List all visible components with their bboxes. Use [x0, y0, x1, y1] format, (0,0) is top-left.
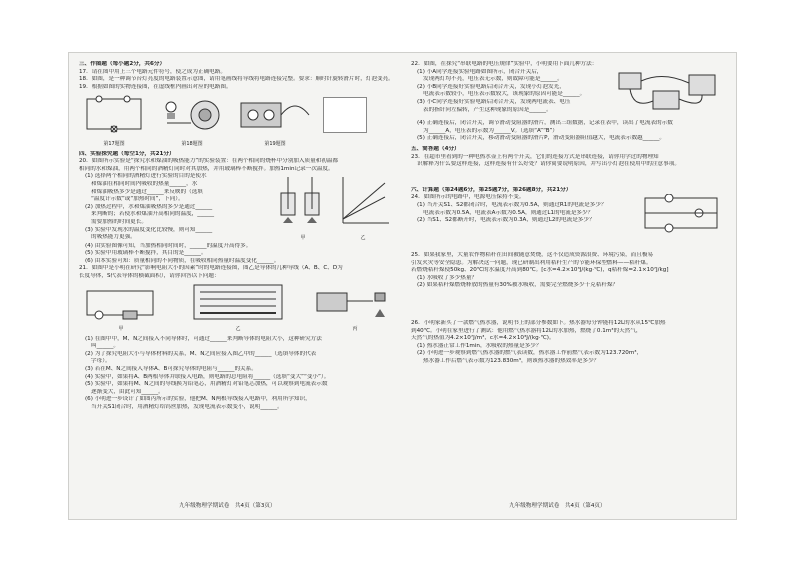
q24-line: (2) 当S1、S2都断开时，电流表示数为0.3A，则通过L2的电流是多少？ — [417, 217, 595, 224]
q26-line: (1) 热水器正常工作1min，水吸收的热量是多少？ — [417, 342, 542, 349]
q21-line: 逐渐变大，由此可知______。 — [91, 388, 164, 395]
q20-figures — [275, 173, 391, 242]
section-6-heading: 六、计算题（第24题6分，第25题7分，第26题8分，共21分） — [411, 186, 572, 193]
question-22 — [411, 61, 729, 143]
q22-line: 发现两灯均不亮，电压表无示数，则故障可能是______。 — [423, 76, 563, 83]
q26-line: 到40℃。小明在家里进行了测试：他用燃气热水器将12L的水加热，燃烧了0.1m³的天然气， — [411, 327, 642, 334]
q23-line: 23．在超市里看到的一种电热水壶上有两个开关，它们的连接方式是串联连接，请你用学过的物理知 — [411, 153, 659, 160]
q20-line: “温度计示数”或“加热时间”，下同）。 — [91, 196, 184, 203]
figure-21b — [190, 283, 286, 334]
right-page-footer: 九年级物理学期试卷 共4页（第4页） — [509, 503, 606, 509]
q22-line: 22．如图，在探究“串联电路的电压规律”实验中，小明要用下面几种方法： — [411, 61, 598, 67]
figure-17 — [79, 93, 149, 148]
answer-space-23 — [411, 169, 729, 187]
q26-line: (2) 小明进一步观察到燃气热水器的燃气表读数，热水器工作前燃气表示数为123.720m³， — [417, 350, 643, 357]
q21-line: 叫______。 — [91, 343, 119, 350]
physical-circuit-diagram — [235, 93, 315, 137]
q25-line: 若燃烧秸秆煤使50kg、20℃的水温度升高到80℃。[c水=4.2×10³J/(kg·℃)，q秸秆煤=2.1×10⁷J/kg] — [411, 267, 669, 274]
q20-subquestions — [79, 173, 275, 242]
series-circuit-apparatus — [613, 69, 721, 117]
figure-22 — [613, 69, 721, 121]
q22-line: 表的指针向左偏转，产生这种现象的原因是______。 — [423, 106, 552, 113]
circuit-diagram-17 — [79, 93, 149, 137]
figure-19-caption: 第19题图 — [264, 140, 286, 147]
exam-sheet — [68, 52, 737, 520]
figure-20-apparatus — [275, 173, 331, 242]
q25-line: 25．如果我家里，大量农作物秸秆在田间被随意焚烧，这不仅造成资源浪费、环境污染，而且极易 — [411, 251, 654, 258]
q22-line: (5) 正确连接后，闭合开关，移动滑动变阻器的滑片P，滑动变阻器阻值越大，电流表示数越______。 — [417, 135, 666, 142]
question-25 — [411, 252, 729, 290]
q22-line: (2) 小B同学连接好实验电路后闭合开关，发现小灯泡发光， — [417, 83, 565, 90]
q24-line: 24．如图所示的电路中，电源电压保持不变。 — [411, 194, 525, 201]
question-20 — [79, 158, 397, 265]
answer-box-19 — [323, 97, 367, 133]
q21-line: 字母）。 — [91, 358, 111, 365]
lamp-rheostat-diagram — [157, 93, 227, 137]
question-24 — [411, 194, 729, 238]
q22-body — [411, 69, 729, 121]
figure-21c-caption: 丙 — [352, 326, 358, 333]
right-page — [411, 61, 729, 365]
q25-line: 引发火灾等安全隐患。为解决这一问题，现已研制出利用秸秆生产的节能环保型燃料——秸秆煤。 — [411, 259, 652, 266]
q24-text — [411, 194, 639, 238]
q20-line: 的吸热能力更强。 — [91, 234, 136, 241]
q26-line: 热水器工作后燃气表示数为123.830m³，则该热水器的热效率是多少？ — [423, 357, 600, 364]
question-18: 18．如图，是一种调节台灯亮度的电路装置示意图，请用笔画线将导线将电路连接完整。要求：顺时针旋转滑片时，灯泡变亮。 — [79, 76, 394, 83]
q24-line: (1) 当开关S1、S2都闭合时，电流表示数为0.5A，则通过R1的电流是多少？ — [417, 201, 607, 208]
q20-line: (5) 实验中用玻璃棒不断搅拌，其目的是______。 — [85, 250, 207, 257]
figure-18-caption: 第18题图 — [181, 140, 203, 147]
question-17: 17．请在图中用上三个电路元件符号，使之成为正确电路。 — [79, 68, 226, 75]
q22-line: 电流表示数较小，电压表示数较大，该现象的原因可能是______。 — [423, 91, 586, 98]
figure-21b-caption: 乙 — [235, 326, 241, 333]
section-4-heading: 四、实验探究题（每空1分，共21分） — [79, 150, 175, 157]
q21-line: (5) 实验中，如果将M、N之间的导线换为铅笔芯，用酒精灯对铅笔芯加热，可以观察到电流表示数 — [85, 381, 328, 388]
q26-line: 天然气的热值为4.2×10⁷J/m³，c水=4.2×10³J/(kg·℃)。 — [411, 335, 555, 342]
section-3-heading: 三、作图题（每小题2分，共6分） — [79, 61, 166, 67]
section-5-heading: 五、简答题（4分） — [411, 145, 460, 152]
q20-line: (2) 加热过程中，水和煤油吸热的多少是通过______ — [85, 203, 213, 210]
q20-line: (4) 由实验图像可知，当加热相同时间时，______的温度升高得多。 — [85, 242, 252, 249]
beaker-apparatus-icon — [275, 173, 331, 231]
question-21 — [79, 265, 397, 411]
q21-line: 当开关S1闭合时，用酒精灯给钨丝加热，发现电流表示数变小，说明______。 — [91, 404, 283, 411]
figure-21a-caption: 甲 — [118, 326, 124, 333]
q22-line: (4) 正确连接后，闭合开关，调节滑动变阻器的滑片，测出三组数据，记录在表中，读出了电流表的示数 — [417, 120, 673, 127]
q26-line: 26．小明家新买了一款燃气热水器，说明书上的部分参数如下。热水器每分钟能将12L的水从15℃加热 — [411, 319, 666, 326]
q20-line: 和煤油在相同时间内吸收的热量______，水 — [91, 180, 198, 187]
q20-line: (6) 由本实验可知：质量相同的不同物质，在吸收相同热量时温度变化______。 — [85, 257, 280, 264]
q23-line: 识解释为什么要这样连接，这样连接有什么好处？请你简要说明原因，并写出小灯泡在使用中的注意事项。 — [417, 161, 680, 168]
q20-line: (1) 选择两个相同的酒精灯进行实验的目的是使水 — [85, 173, 207, 180]
answer-space-24 — [411, 238, 729, 252]
figure-18 — [157, 93, 227, 148]
heating-experiment-diagram — [313, 283, 397, 323]
q20-line: 相同的水和煤油，用两个相同的酒精灯同时对其加热，并用玻璃棒不断搅拌。加热1min记录一次温度。 — [79, 165, 334, 172]
q21-line: (4) 实验中，如果将A、B两根导体并联接入电路，则电路的总电阻将______（选填“变大”“变小”）。 — [85, 373, 330, 380]
resistance-circuit-diagram — [79, 283, 163, 323]
q21-line: (2) 为了探究电阻大小与导体材料的关系，M、N之间应接入图乙中的______（选填导体的代表 — [85, 350, 317, 357]
figure-20a-caption: 甲 — [300, 234, 306, 241]
q22-subquestions — [411, 69, 613, 121]
q20-line: 和煤油吸热多少是通过______来反映的（选填 — [91, 188, 203, 195]
q21-line: (1) 在图甲中，M、N之间接入不同导体时，可通过______来判断导体的电阻大小，这种研究方法 — [85, 335, 322, 342]
q20-body — [79, 173, 397, 242]
figure-17-caption: 第17题图 — [103, 140, 125, 147]
conductor-wires-diagram — [190, 283, 286, 323]
temperature-time-graph — [335, 173, 391, 231]
q20-line: 来判断的；若使水和煤油升高相同的温度，______ — [91, 211, 215, 218]
q24-line: 电流表示数为0.5A，电流表A示数为0.5A，则通过L1的电流是多少？ — [423, 209, 594, 216]
q20-line: (3) 实验中发现水的温度变化比较慢，则可知______ — [85, 226, 213, 233]
q20-line: 需要加热的时间更长。 — [91, 218, 147, 225]
q21-line: 长度导体，S代表导体的横截面积），请你回答以下问题： — [79, 272, 220, 279]
q20-line: 20．如图所示实验是“探究水和煤油的吸热能力”的实验装置：在两个相同的烧杯中分别加入质量和初温都 — [79, 158, 339, 165]
q21-line: 21．如图甲是小明在研究“影响电阻大小的因素”时的电路连接图，图乙是导体的几种导线（A、B、C、D为 — [79, 265, 343, 272]
question-19: 19．根据如图的实物连接图，在虚线框内画出对应的电路图。 — [79, 83, 232, 90]
figure-21c — [313, 283, 397, 334]
q21-figures — [79, 283, 397, 334]
parallel-circuit-diagram — [639, 194, 723, 234]
q21-line: (3) 若在M、N之间接入导体A、B可探究导体的电阻与______的关系。 — [85, 366, 257, 373]
q21-line: (6) 小明进一步设计了如图丙所示的实验，他把M、N两根导线接入电路中，利用所学知识， — [85, 396, 311, 403]
q22-line: 为______A，电压表的示数为______V。（选填“A”“B”） — [423, 127, 558, 134]
q22-line: (1) 小A同学连接实验电路如图所示，闭合开关后， — [417, 68, 543, 75]
figure-21a — [79, 283, 163, 334]
left-page-footer: 九年级物理学期试卷 共4页（第3页） — [179, 503, 276, 509]
figure-19 — [235, 93, 315, 148]
q22-line: (3) 小C同学连接好实验电路后闭合开关，发现两电流表、电压 — [417, 98, 571, 105]
answer-space-25 — [411, 290, 729, 320]
left-page — [79, 61, 397, 412]
figures-17-19 — [79, 93, 397, 148]
figure-20-graph — [335, 173, 391, 242]
q25-line: (1) 水吸收了多少热量？ — [417, 274, 478, 281]
question-26 — [411, 320, 729, 366]
q25-line: (2) 如果秸秆煤燃烧释放的热量有30%被水吸收，需要完全燃烧多少千克秸秆煤？ — [417, 282, 619, 289]
figure-24 — [639, 194, 723, 238]
figure-20b-caption: 乙 — [360, 234, 366, 241]
